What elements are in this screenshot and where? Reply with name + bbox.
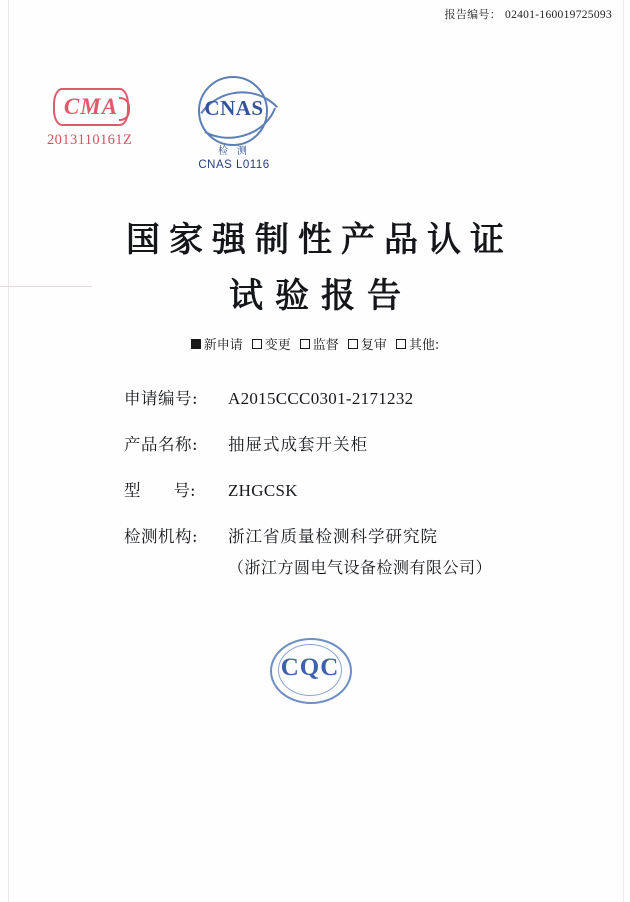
page-edge-left [8, 0, 9, 902]
cnas-mark [178, 74, 290, 171]
field-label: 申请编号: [124, 389, 199, 408]
option-label: 变更 [264, 338, 291, 353]
checkbox-icon[interactable] [300, 339, 310, 349]
option-label: 其他: [408, 338, 440, 353]
option-label: 监督 [312, 338, 339, 353]
option-review[interactable] [348, 334, 387, 353]
field-value: ZHGCSK [228, 481, 298, 500]
field-testing-organization-subtitle: （浙江方圆电气设备检测有限公司） [228, 558, 493, 577]
cma-code: 2013110161Z [47, 132, 133, 148]
cnas-subtitle: 检 测 [218, 146, 250, 157]
cnas-code: CNAS L0116 [198, 159, 270, 171]
option-supervision[interactable] [300, 334, 339, 353]
field-testing-organization [124, 523, 544, 547]
report-number [445, 6, 612, 22]
field-label: 型 号: [124, 481, 196, 500]
cqc-mark [262, 638, 358, 710]
checkbox-icon[interactable] [348, 339, 358, 349]
application-type-options [0, 334, 630, 353]
checkbox-checked-icon[interactable] [191, 339, 201, 349]
option-label: 复审 [360, 338, 387, 353]
cnas-logo-icon [182, 74, 286, 146]
field-label: 检测机构: [124, 527, 199, 546]
field-value: 抽屉式成套开关柜 [228, 435, 368, 454]
option-new-application[interactable] [191, 334, 243, 353]
report-number-value: 02401-160019725093 [505, 9, 612, 21]
field-label: 产品名称: [124, 435, 199, 454]
checkbox-icon[interactable] [396, 339, 406, 349]
page-title-line1: 国家强制性产品认证 [126, 220, 513, 260]
field-model [124, 477, 544, 501]
field-value: 浙江省质量检测科学研究院 [228, 527, 438, 546]
option-other[interactable] [396, 334, 439, 353]
field-value: A2015CCC0301-2171232 [228, 389, 414, 408]
report-fields [124, 385, 544, 598]
page-edge-right [623, 0, 624, 902]
cqc-logo-text: CQC [280, 654, 340, 681]
report-number-label: 报告编号： [444, 9, 502, 21]
option-label: 新申请 [203, 338, 243, 353]
field-application-number [124, 385, 544, 409]
option-change[interactable] [252, 334, 291, 353]
cnas-logo-text: CNAS [204, 96, 264, 120]
cma-mark [47, 88, 143, 149]
cma-logo-icon [53, 88, 129, 126]
checkbox-icon[interactable] [252, 339, 262, 349]
page-title-line2: 试验报告 [229, 276, 413, 316]
field-product-name [124, 431, 544, 455]
cma-logo-text: CMA [63, 94, 119, 119]
